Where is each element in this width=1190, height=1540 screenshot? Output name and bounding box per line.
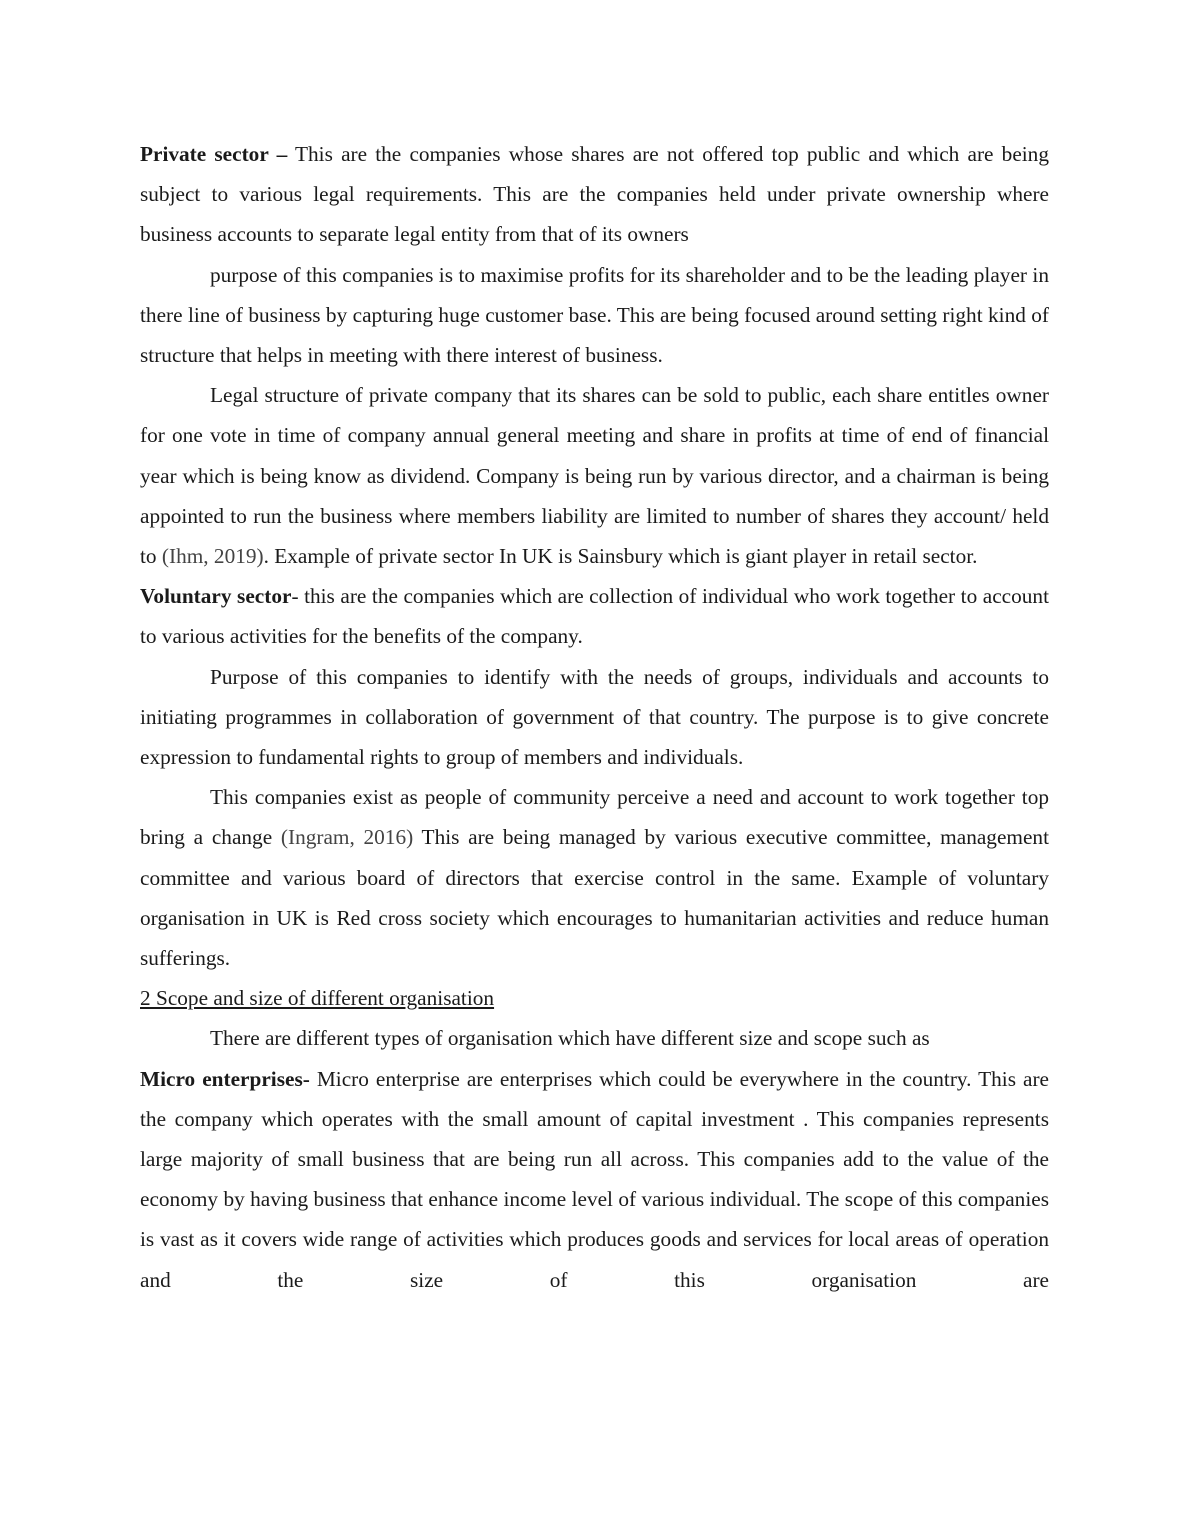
citation-ingram: (Ingram, 2016) [280, 825, 414, 850]
voluntary-sector-paragraph [140, 576, 1049, 656]
private-sector-legal-text: Legal structure of private company that its shares can be sold to public, each share entitles owner for one vote in time of company annual general meeting and share in profits at time of end of financial year which is being know as dividend. Company is being run by various director, and a chairman is being appointed to run the business where members liability are limited to number of shares they account/ held to [140, 383, 1049, 569]
private-sector-purpose-paragraph: purpose of this companies is to maximise profits for its shareholder and to be the leading player in there line of business by capturing huge customer base. This are being focused around setting right kind of structure that helps in meeting with there interest of business. [140, 262, 1049, 368]
section-heading: 2 Scope and size of different organisation [140, 986, 495, 1011]
private-sector-example-text: . Example of private sector In UK is Sainsbury which is giant player in retail sector. [263, 544, 978, 569]
voluntary-sector-purpose-paragraph: Purpose of this companies to identify with the needs of groups, individuals and accounts to initiating programmes in collaboration of government of that country. The purpose is to give concrete expression to fundamental rights to group of members and individuals. [140, 664, 1049, 770]
section-intro-paragraph: There are different types of organisation which have different size and scope such as [210, 1026, 930, 1051]
voluntary-sector-management-text: This are being managed by various executive committee, management committee and various board of directors that exercise control in the same. Example of voluntary organisation in UK is Red cross society which encourages to humanitarian activities and reduce human sufferings. [140, 825, 1049, 971]
micro-enterprises-term: Micro enterprises- [140, 1066, 310, 1091]
voluntary-sector-community-text: This companies exist as people of community perceive a need and account to work together top bring a change [140, 785, 1049, 850]
voluntary-sector-definition: - this are the companies which are collection of individual who work together to account to various activities for the benefits of the company. [140, 584, 1049, 649]
private-sector-definition: This are the companies whose shares are not offered top public and which are being subject to various legal requirements. This are the companies held under private ownership where business accounts to separate legal entity from that of its owners [140, 142, 1049, 247]
private-sector-paragraph [140, 134, 1049, 255]
voluntary-sector-community-paragraph [140, 777, 1049, 978]
private-sector-term: Private sector – [140, 142, 288, 166]
micro-enterprises-definition: Micro enterprise are enterprises which could be everywhere in the country. This are the company which operates with the small amount of capital investment . This companies represents large majority of small business that are being run all across. This companies add to the value of the economy by having business that enhance income level of various individual. The scope of this companies is vast as it covers wide range of activities which produces goods and services for local areas of operation and the size of this organisation are [140, 1066, 1049, 1292]
document-page [140, 134, 1049, 1300]
private-sector-legal-paragraph [140, 375, 1049, 576]
voluntary-sector-term: Voluntary sector [140, 584, 292, 609]
citation-ihm: (Ihm, 2019) [161, 544, 264, 569]
micro-enterprises-paragraph [140, 1059, 1049, 1300]
